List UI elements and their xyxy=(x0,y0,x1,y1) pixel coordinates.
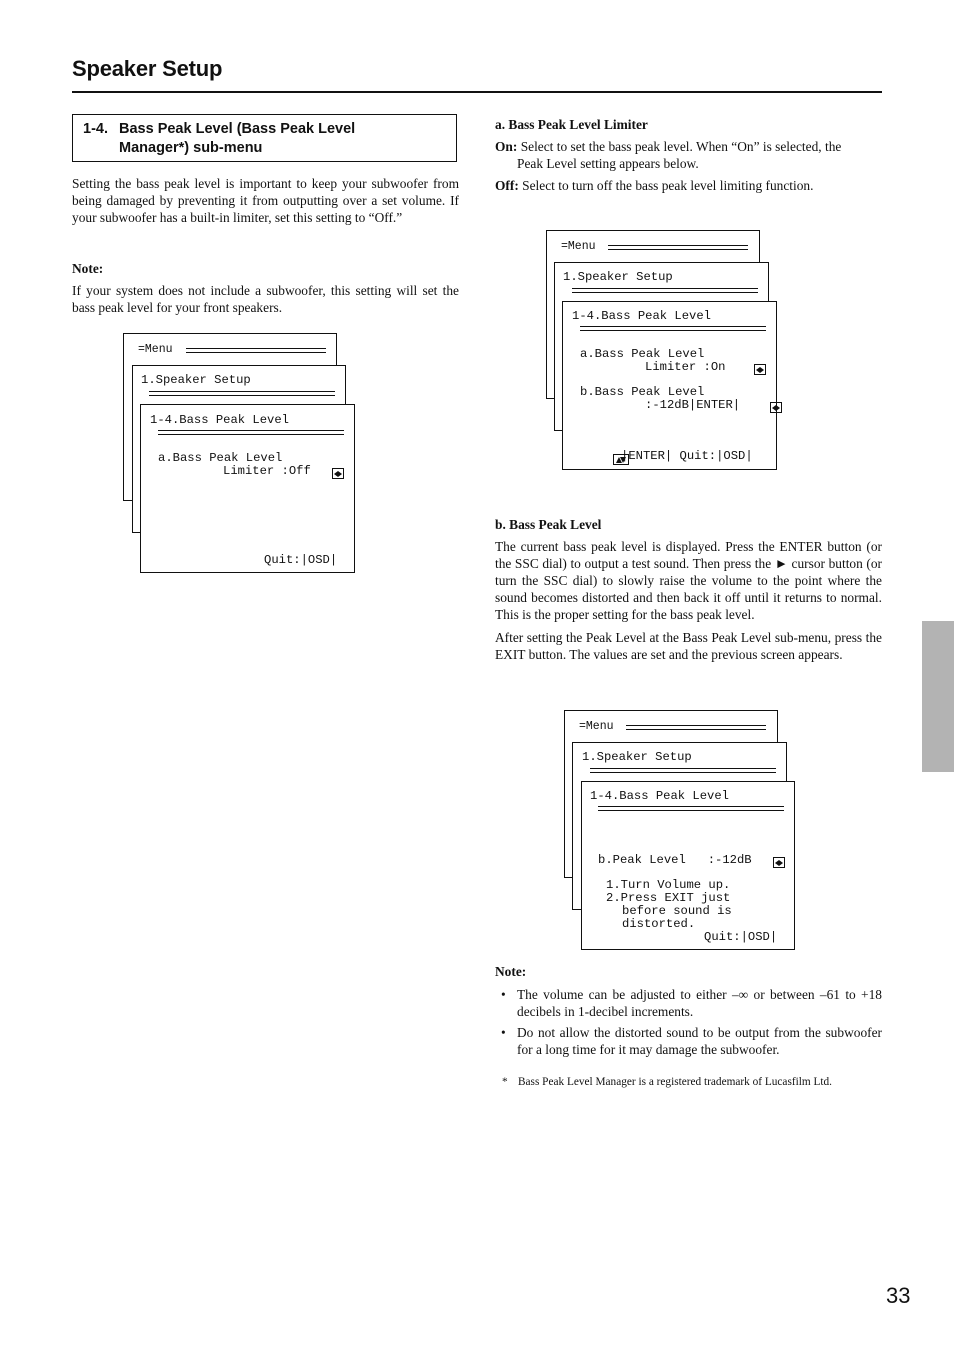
b-paragraph-2: After setting the Peak Level at the Bass Peak Level sub-menu, press the EXIT button. The values are set and the previous screen appears. xyxy=(495,630,882,662)
bottom-notes-list xyxy=(495,986,882,1062)
osd-item-b-line1: b.Bass Peak Level xyxy=(580,385,705,399)
left-right-arrow-button-icon xyxy=(754,364,766,375)
osd-menu-label: =Menu xyxy=(561,240,596,253)
osd-footer: |ENTER| Quit:|OSD| xyxy=(621,449,753,463)
osd-item-a-line2: Limiter :On xyxy=(645,360,726,374)
osd-bass-peak-layer xyxy=(562,301,777,470)
note-heading: Note: xyxy=(72,261,104,276)
section-title-line2: Manager*) sub-menu xyxy=(119,140,263,156)
title-rule xyxy=(72,91,882,93)
osd-menu-label: =Menu xyxy=(579,720,614,733)
speaker-rule xyxy=(572,288,758,293)
osd-item-a-line2: Limiter :Off xyxy=(223,464,311,478)
footnote-mark: * xyxy=(502,1076,508,1088)
bass-rule xyxy=(158,430,344,435)
speaker-rule xyxy=(590,768,776,773)
osd-item-b: b.Peak Level :-12dB xyxy=(598,853,752,867)
osd-bass-peak-title: 1-4.Bass Peak Level xyxy=(150,413,289,427)
section-heading-box xyxy=(72,114,457,162)
osd-speaker-setup: 1.Speaker Setup xyxy=(563,270,673,284)
osd-speaker-setup: 1.Speaker Setup xyxy=(582,750,692,764)
note-item: • Do not allow the distorted sound to be output from the subwoofer for a long time for it may damage the subwoofer. xyxy=(501,1025,882,1057)
osd-item-a-line1: a.Bass Peak Level xyxy=(158,451,283,465)
note-item: • The volume can be adjusted to either –∞ or between –61 to +18 decibels in 1-decibel increments. xyxy=(501,987,882,1019)
b-heading: b. Bass Peak Level xyxy=(495,517,602,532)
osd-instruction-1: 1.Turn Volume up. xyxy=(606,878,731,892)
off-definition xyxy=(495,177,882,194)
osd-item-b-line2: :-12dB|ENTER| xyxy=(645,398,741,412)
bass-rule xyxy=(580,326,766,331)
speaker-rule xyxy=(149,391,335,396)
osd-menu-label: =Menu xyxy=(138,343,173,356)
bass-rule xyxy=(598,806,784,811)
side-thumb-tab xyxy=(922,621,954,772)
osd-bass-peak-layer xyxy=(581,781,795,950)
osd-bass-peak-title: 1-4.Bass Peak Level xyxy=(590,789,729,803)
osd-bass-peak-title: 1-4.Bass Peak Level xyxy=(572,309,711,323)
a-heading: a. Bass Peak Level Limiter xyxy=(495,117,648,132)
on-text-line2: Peak Level setting appears below. xyxy=(517,156,699,171)
osd-footer: Quit:|OSD| xyxy=(264,553,338,567)
left-right-arrow-button-icon xyxy=(773,857,785,868)
osd-speaker-setup: 1.Speaker Setup xyxy=(141,373,251,387)
osd-instruction-3: before sound is xyxy=(622,904,732,918)
footnote-text: Bass Peak Level Manager is a registered trademark of Lucasfilm Ltd. xyxy=(518,1076,833,1088)
menu-rule xyxy=(608,245,748,250)
on-label: On: xyxy=(495,139,518,154)
section-title-line1: Bass Peak Level (Bass Peak Level xyxy=(119,121,356,137)
page-number: 33 xyxy=(886,1283,911,1308)
osd-item-a-line1: a.Bass Peak Level xyxy=(580,347,705,361)
intro-paragraph: Setting the bass peak level is important to keep your subwoofer from being damaged by preventing it from outputting over a set volume. If your subwoofer has a built-in limiter, set this setting to “Off.” xyxy=(72,176,459,225)
left-right-arrow-button-icon xyxy=(332,468,344,479)
b-paragraph-1: The current bass peak level is displayed. Press the ENTER button (or the SSC dial) to output a test sound. Then press the ► cursor button (or turn the SSC dial) to slowly raise the volume to the point where the sound becomes distorted and then back it off until it returns to normal. This is the proper setting for the bass peak level. xyxy=(495,539,882,622)
bottom-note-heading: Note: xyxy=(495,964,527,979)
menu-rule xyxy=(186,348,326,353)
off-text: Select to turn off the bass peak level limiting function. xyxy=(522,178,814,193)
osd-bass-peak-layer xyxy=(140,404,355,573)
on-text-line1: Select to set the bass peak level. When “On” is selected, the xyxy=(520,139,842,154)
off-label: Off: xyxy=(495,178,519,193)
on-definition xyxy=(495,138,882,172)
left-right-arrow-button-icon xyxy=(770,402,782,413)
osd-footer: Quit:|OSD| xyxy=(704,930,778,944)
note-text: If your system does not include a subwoofer, this setting will set the bass peak level for your front speakers. xyxy=(72,283,459,315)
osd-instruction-2: 2.Press EXIT just xyxy=(606,891,731,905)
menu-rule xyxy=(626,725,766,730)
page-title: Speaker Setup xyxy=(72,56,223,81)
section-number: 1-4. xyxy=(83,121,108,137)
osd-instruction-4: distorted. xyxy=(622,917,696,931)
